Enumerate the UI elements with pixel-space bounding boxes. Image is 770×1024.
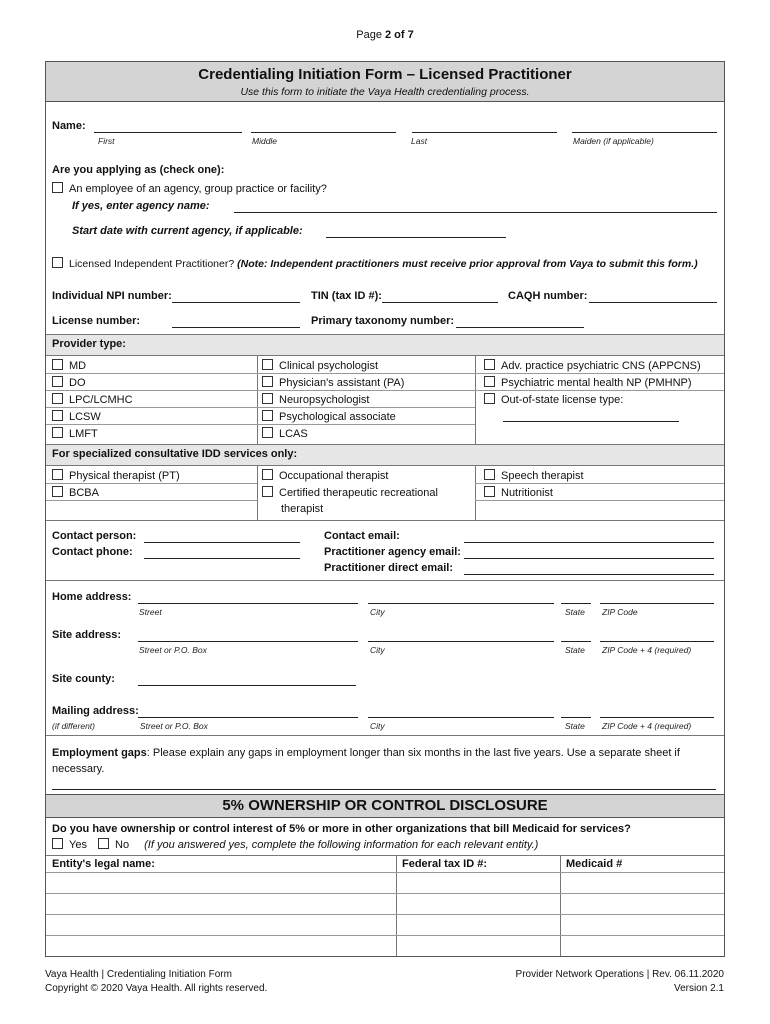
ownership-band: 5% OWNERSHIP OR CONTROL DISCLOSURE (46, 794, 724, 818)
bcba-checkbox[interactable] (52, 486, 63, 497)
middle-name-field[interactable] (251, 132, 396, 133)
lcsw-checkbox[interactable] (52, 410, 63, 421)
idd-recreational[interactable]: Certified therapeutic recreational (262, 486, 438, 499)
employment-gaps-text: Employment gaps: Please explain any gaps in employment longer than six months in the last five years. Use a separate sheet if necessary. (52, 747, 680, 775)
do-checkbox[interactable] (52, 376, 63, 387)
tax-id-header: Federal tax ID #: (402, 858, 487, 870)
provider-neuropsychologist[interactable]: Neuropsychologist (262, 393, 370, 406)
provider-lpc[interactable]: LPC/LCMHC (52, 393, 133, 406)
provider-lcas[interactable]: LCAS (262, 427, 308, 440)
npi-label: Individual NPI number: (52, 290, 172, 302)
mailing-city-caption: City (370, 721, 385, 731)
direct-email-label: Practitioner direct email: (324, 562, 453, 574)
contact-phone-field[interactable] (144, 558, 300, 559)
idd-ot[interactable]: Occupational therapist (262, 469, 388, 482)
last-name-field[interactable] (412, 132, 557, 133)
name-label: Name: (52, 120, 86, 132)
caqh-field[interactable] (589, 302, 717, 303)
lcas-checkbox[interactable] (262, 427, 273, 438)
clinical-psychologist-checkbox[interactable] (262, 359, 273, 370)
medicaid-header: Medicaid # (566, 858, 623, 870)
ownership-no-checkbox[interactable] (98, 838, 109, 849)
agency-name-label: If yes, enter agency name: (72, 200, 210, 212)
mailing-state-field[interactable] (561, 717, 591, 718)
mailing-street-field[interactable] (138, 717, 358, 718)
provider-appcns[interactable]: Adv. practice psychiatric CNS (APPCNS) (484, 359, 701, 372)
home-city-field[interactable] (368, 603, 554, 604)
tin-label: TIN (tax ID #): (311, 290, 382, 302)
start-date-field[interactable] (326, 237, 506, 238)
table-top-line (46, 855, 724, 856)
table-divider (396, 855, 397, 956)
section-divider (46, 735, 724, 736)
idd-nutritionist[interactable]: Nutritionist (484, 486, 553, 499)
ownership-yes-checkbox[interactable] (52, 838, 63, 849)
pt-checkbox[interactable] (52, 469, 63, 480)
home-state-field[interactable] (561, 603, 591, 604)
appcns-checkbox[interactable] (484, 359, 495, 370)
row-line (475, 373, 724, 374)
row-line (475, 500, 724, 501)
divider (475, 466, 476, 520)
divider (257, 356, 258, 444)
lpc-checkbox[interactable] (52, 393, 63, 404)
speech-checkbox[interactable] (484, 469, 495, 480)
table-row[interactable] (46, 935, 724, 936)
employee-option[interactable]: An employee of an agency, group practice or facility? (52, 182, 327, 195)
contact-phone-label: Contact phone: (52, 546, 133, 558)
entity-name-header: Entity's legal name: (52, 858, 155, 870)
site-state-field[interactable] (561, 641, 591, 642)
form-title: Credentialing Initiation Form – Licensed Practitioner (198, 66, 572, 83)
npi-field[interactable] (172, 302, 300, 303)
maiden-caption: Maiden (if applicable) (573, 136, 654, 146)
contact-person-field[interactable] (144, 542, 300, 543)
license-field[interactable] (172, 327, 300, 328)
row-line (46, 373, 475, 374)
site-street-caption: Street or P.O. Box (139, 645, 207, 655)
lip-checkbox[interactable] (52, 257, 63, 268)
direct-email-field[interactable] (464, 574, 714, 575)
table-divider (560, 855, 561, 956)
employment-gaps-field[interactable] (52, 789, 716, 790)
provider-pa[interactable]: Physician's assistant (PA) (262, 376, 404, 389)
mailing-city-field[interactable] (368, 717, 554, 718)
site-zip-field[interactable] (600, 641, 714, 642)
home-city-caption: City (370, 607, 385, 617)
home-zip-field[interactable] (600, 603, 714, 604)
contact-email-label: Contact email: (324, 530, 400, 542)
home-state-caption: State (565, 607, 585, 617)
site-address-label: Site address: (52, 629, 122, 641)
provider-lmft[interactable]: LMFT (52, 427, 98, 440)
idd-speech[interactable]: Speech therapist (484, 469, 584, 482)
site-state-caption: State (565, 645, 585, 655)
if-different-caption: (if different) (52, 721, 95, 731)
ownership-answer-row: Yes No (If you answered yes, complete the following information for each relevant entity.) (52, 838, 538, 851)
applying-as-label: Are you applying as (check one): (52, 164, 225, 176)
idd-recreational-cont: therapist (281, 503, 324, 515)
row-line (475, 483, 724, 484)
page-number: Page 2 of 7 (356, 29, 414, 41)
first-name-field[interactable] (94, 132, 242, 133)
agency-email-label: Practitioner agency email: (324, 546, 461, 558)
section-divider (46, 520, 724, 521)
provider-lcsw[interactable]: LCSW (52, 410, 101, 423)
out-of-state-field[interactable] (503, 421, 679, 422)
lip-option[interactable]: Licensed Independent Practitioner? (Note: Independent practitioners must receive prior approval from Vaya to submit this form.) (52, 257, 698, 270)
ownership-question: Do you have ownership or control interest of 5% or more in other organizations that bill Medicaid for services? (52, 823, 631, 835)
contact-email-field[interactable] (464, 542, 714, 543)
taxonomy-label: Primary taxonomy number: (311, 315, 455, 327)
maiden-name-field[interactable] (572, 132, 717, 133)
site-city-caption: City (370, 645, 385, 655)
section-divider (46, 580, 724, 581)
taxonomy-field[interactable] (456, 327, 584, 328)
provider-do[interactable]: DO (52, 376, 86, 389)
site-county-label: Site county: (52, 673, 115, 685)
site-county-field[interactable] (138, 685, 356, 686)
footer-left: Vaya Health | Credentialing Initiation Form Copyright © 2020 Vaya Health. All rights reserved. (45, 969, 268, 994)
lmft-checkbox[interactable] (52, 427, 63, 438)
recreational-checkbox[interactable] (262, 486, 273, 497)
site-street-field[interactable] (138, 641, 358, 642)
home-street-field[interactable] (138, 603, 358, 604)
divider (475, 356, 476, 444)
nutritionist-checkbox[interactable] (484, 486, 495, 497)
table-row[interactable] (46, 914, 724, 915)
employee-checkbox[interactable] (52, 182, 63, 193)
provider-type-band: Provider type: (46, 334, 724, 356)
provider-md[interactable]: MD (52, 359, 86, 372)
form-subtitle: Use this form to initiate the Vaya Health credentialing process. (240, 86, 530, 98)
home-street-caption: Street (139, 607, 162, 617)
idd-bcba[interactable]: BCBA (52, 486, 99, 499)
row-line (46, 500, 257, 501)
provider-clinical-psychologist[interactable]: Clinical psychologist (262, 359, 378, 372)
provider-psych-associate[interactable]: Psychological associate (262, 410, 396, 423)
agency-email-field[interactable] (464, 558, 714, 559)
provider-pmhnp[interactable]: Psychiatric mental health NP (PMHNP) (484, 376, 692, 389)
mailing-street-caption: Street or P.O. Box (140, 721, 208, 731)
site-zip-caption: ZIP Code + 4 (required) (602, 645, 692, 655)
ot-checkbox[interactable] (262, 469, 273, 480)
start-date-label: Start date with current agency, if applicable: (72, 225, 303, 237)
psych-associate-checkbox[interactable] (262, 410, 273, 421)
first-caption: First (98, 136, 115, 146)
idd-pt[interactable]: Physical therapist (PT) (52, 469, 180, 482)
site-city-field[interactable] (368, 641, 554, 642)
out-of-state-checkbox[interactable] (484, 393, 495, 404)
row-line (46, 407, 475, 408)
home-zip-caption: ZIP Code (602, 607, 638, 617)
form-frame (45, 61, 725, 957)
middle-caption: Middle (252, 136, 278, 146)
footer-right: Provider Network Operations | Rev. 06.11.2020 Version 2.1 (515, 969, 724, 994)
pmhnp-checkbox[interactable] (484, 376, 495, 387)
provider-out-of-state[interactable]: Out-of-state license type: (484, 393, 623, 406)
neuropsychologist-checkbox[interactable] (262, 393, 273, 404)
table-row[interactable] (46, 893, 724, 894)
row-line (46, 483, 257, 484)
caqh-label: CAQH number: (508, 290, 588, 302)
mailing-address-label: Mailing address: (52, 705, 139, 717)
mailing-state-caption: State (565, 721, 585, 731)
form-header (46, 62, 724, 102)
pa-checkbox[interactable] (262, 376, 273, 387)
contact-person-label: Contact person: (52, 530, 137, 542)
idd-band: For specialized consultative IDD services only: (46, 444, 724, 466)
mailing-zip-field[interactable] (600, 717, 714, 718)
mailing-zip-caption: ZIP Code + 4 (required) (602, 721, 692, 731)
agency-name-field[interactable] (234, 212, 717, 213)
last-caption: Last (411, 136, 428, 146)
table-row[interactable] (46, 872, 724, 873)
divider (257, 466, 258, 520)
row-line (46, 424, 475, 425)
tin-field[interactable] (382, 302, 498, 303)
home-address-label: Home address: (52, 591, 132, 603)
row-line (46, 390, 724, 391)
license-label: License number: (52, 315, 141, 327)
md-checkbox[interactable] (52, 359, 63, 370)
